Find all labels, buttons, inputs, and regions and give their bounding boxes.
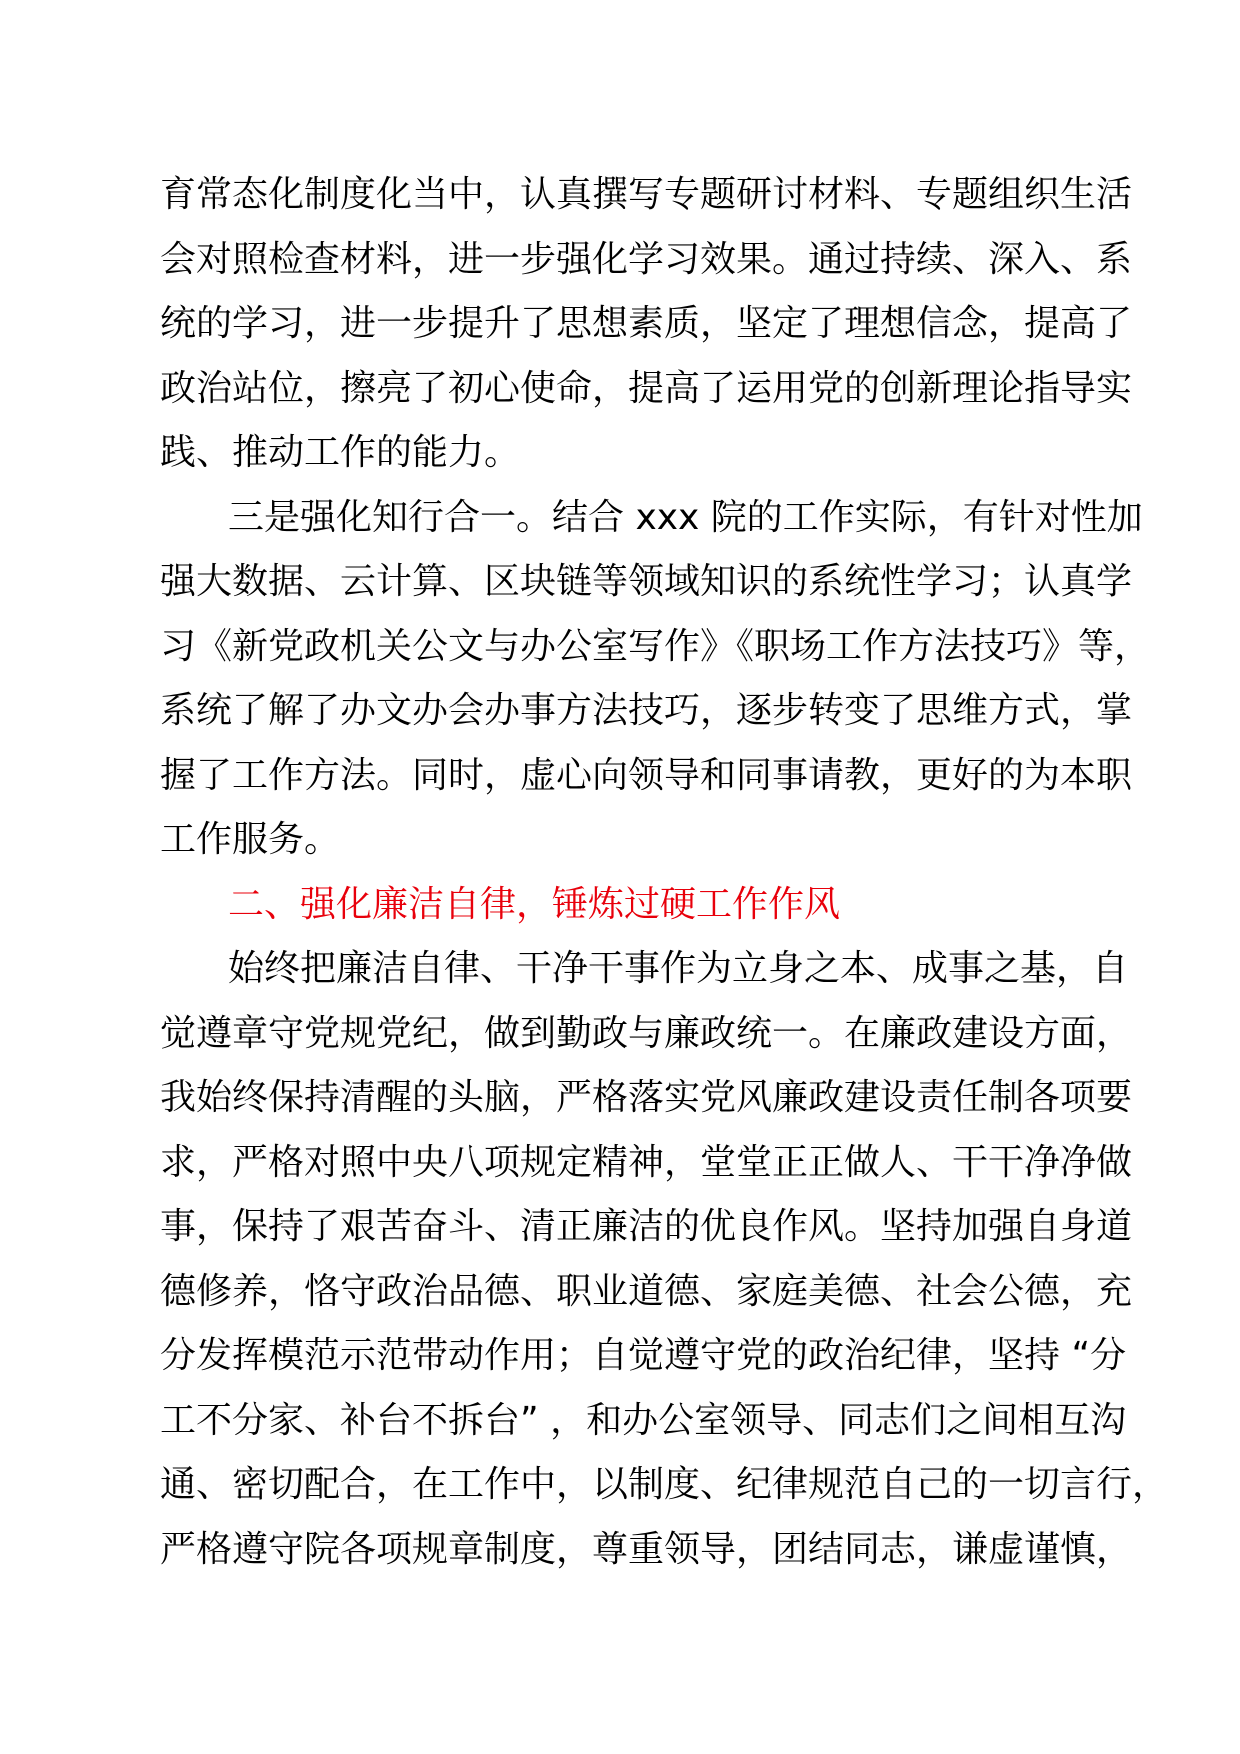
- body-line: 通、密切配合，在工作中，以制度、纪律规范自己的一切言行，: [160, 1464, 1169, 1505]
- document-body: [160, 163, 1169, 1582]
- body-line: 统的学习，进一步提升了思想素质，坚定了理想信念，提高了: [160, 303, 1133, 344]
- body-line: 工不分家、补台不拆台” ，和办公室领导、同志们之间相互沟: [160, 1399, 1127, 1441]
- body-line: 工作服务。: [160, 819, 341, 860]
- body-line: 德修养，恪守政治品德、职业道德、家庭美德、社会公德，充: [160, 1270, 1133, 1312]
- body-line: 握了工作方法。同时，虚心向领导和同事请教，更好的为本职: [160, 754, 1133, 796]
- body-line: 强大数据、云计算、区块链等领域知识的系统性学习；认真学: [160, 561, 1133, 602]
- body-line: 我始终保持清醒的头脑，严格落实党风廉政建设责任制各项要: [160, 1077, 1133, 1118]
- body-line: 严格遵守院各项规章制度，尊重领导，团结同志，谦虚谨慎，: [160, 1528, 1133, 1570]
- section-heading: 二、强化廉洁自律，锤炼过硬工作作风: [228, 883, 841, 925]
- paragraph-start-line: 始终把廉洁自律、干净干事作为立身之本、成事之基，自: [228, 948, 1129, 989]
- body-line: 事，保持了艰苦奋斗、清正廉洁的优良作风。坚持加强自身道: [160, 1206, 1133, 1247]
- body-line: 政治站位，擦亮了初心使命，提高了运用党的创新理论指导实: [160, 367, 1133, 409]
- body-line: 习《新党政机关公文与办公室写作》《职场工作方法技巧》等，: [160, 625, 1151, 667]
- body-line: 会对照检查材料，进一步强化学习效果。通过持续、深入、系: [160, 238, 1133, 280]
- body-line: 觉遵章守党规党纪，做到勤政与廉政统一。在廉政建设方面，: [160, 1012, 1133, 1054]
- paragraph-start-line: 三是强化知行合一。结合 xxx 院的工作实际，有针对性加: [228, 496, 1143, 538]
- body-line: 育常态化制度化当中，认真撰写专题研讨材料、专题组织生活: [160, 174, 1133, 215]
- body-line: 分发挥模范示范带动作用；自觉遵守党的政治纪律，坚持 “分: [160, 1335, 1127, 1376]
- body-line: 系统了解了办文办会办事方法技巧，逐步转变了思维方式，掌: [160, 690, 1133, 731]
- body-line: 践、推动工作的能力。: [160, 432, 521, 473]
- body-line: 求，严格对照中央八项规定精神，堂堂正正做人、干干净净做: [160, 1141, 1133, 1183]
